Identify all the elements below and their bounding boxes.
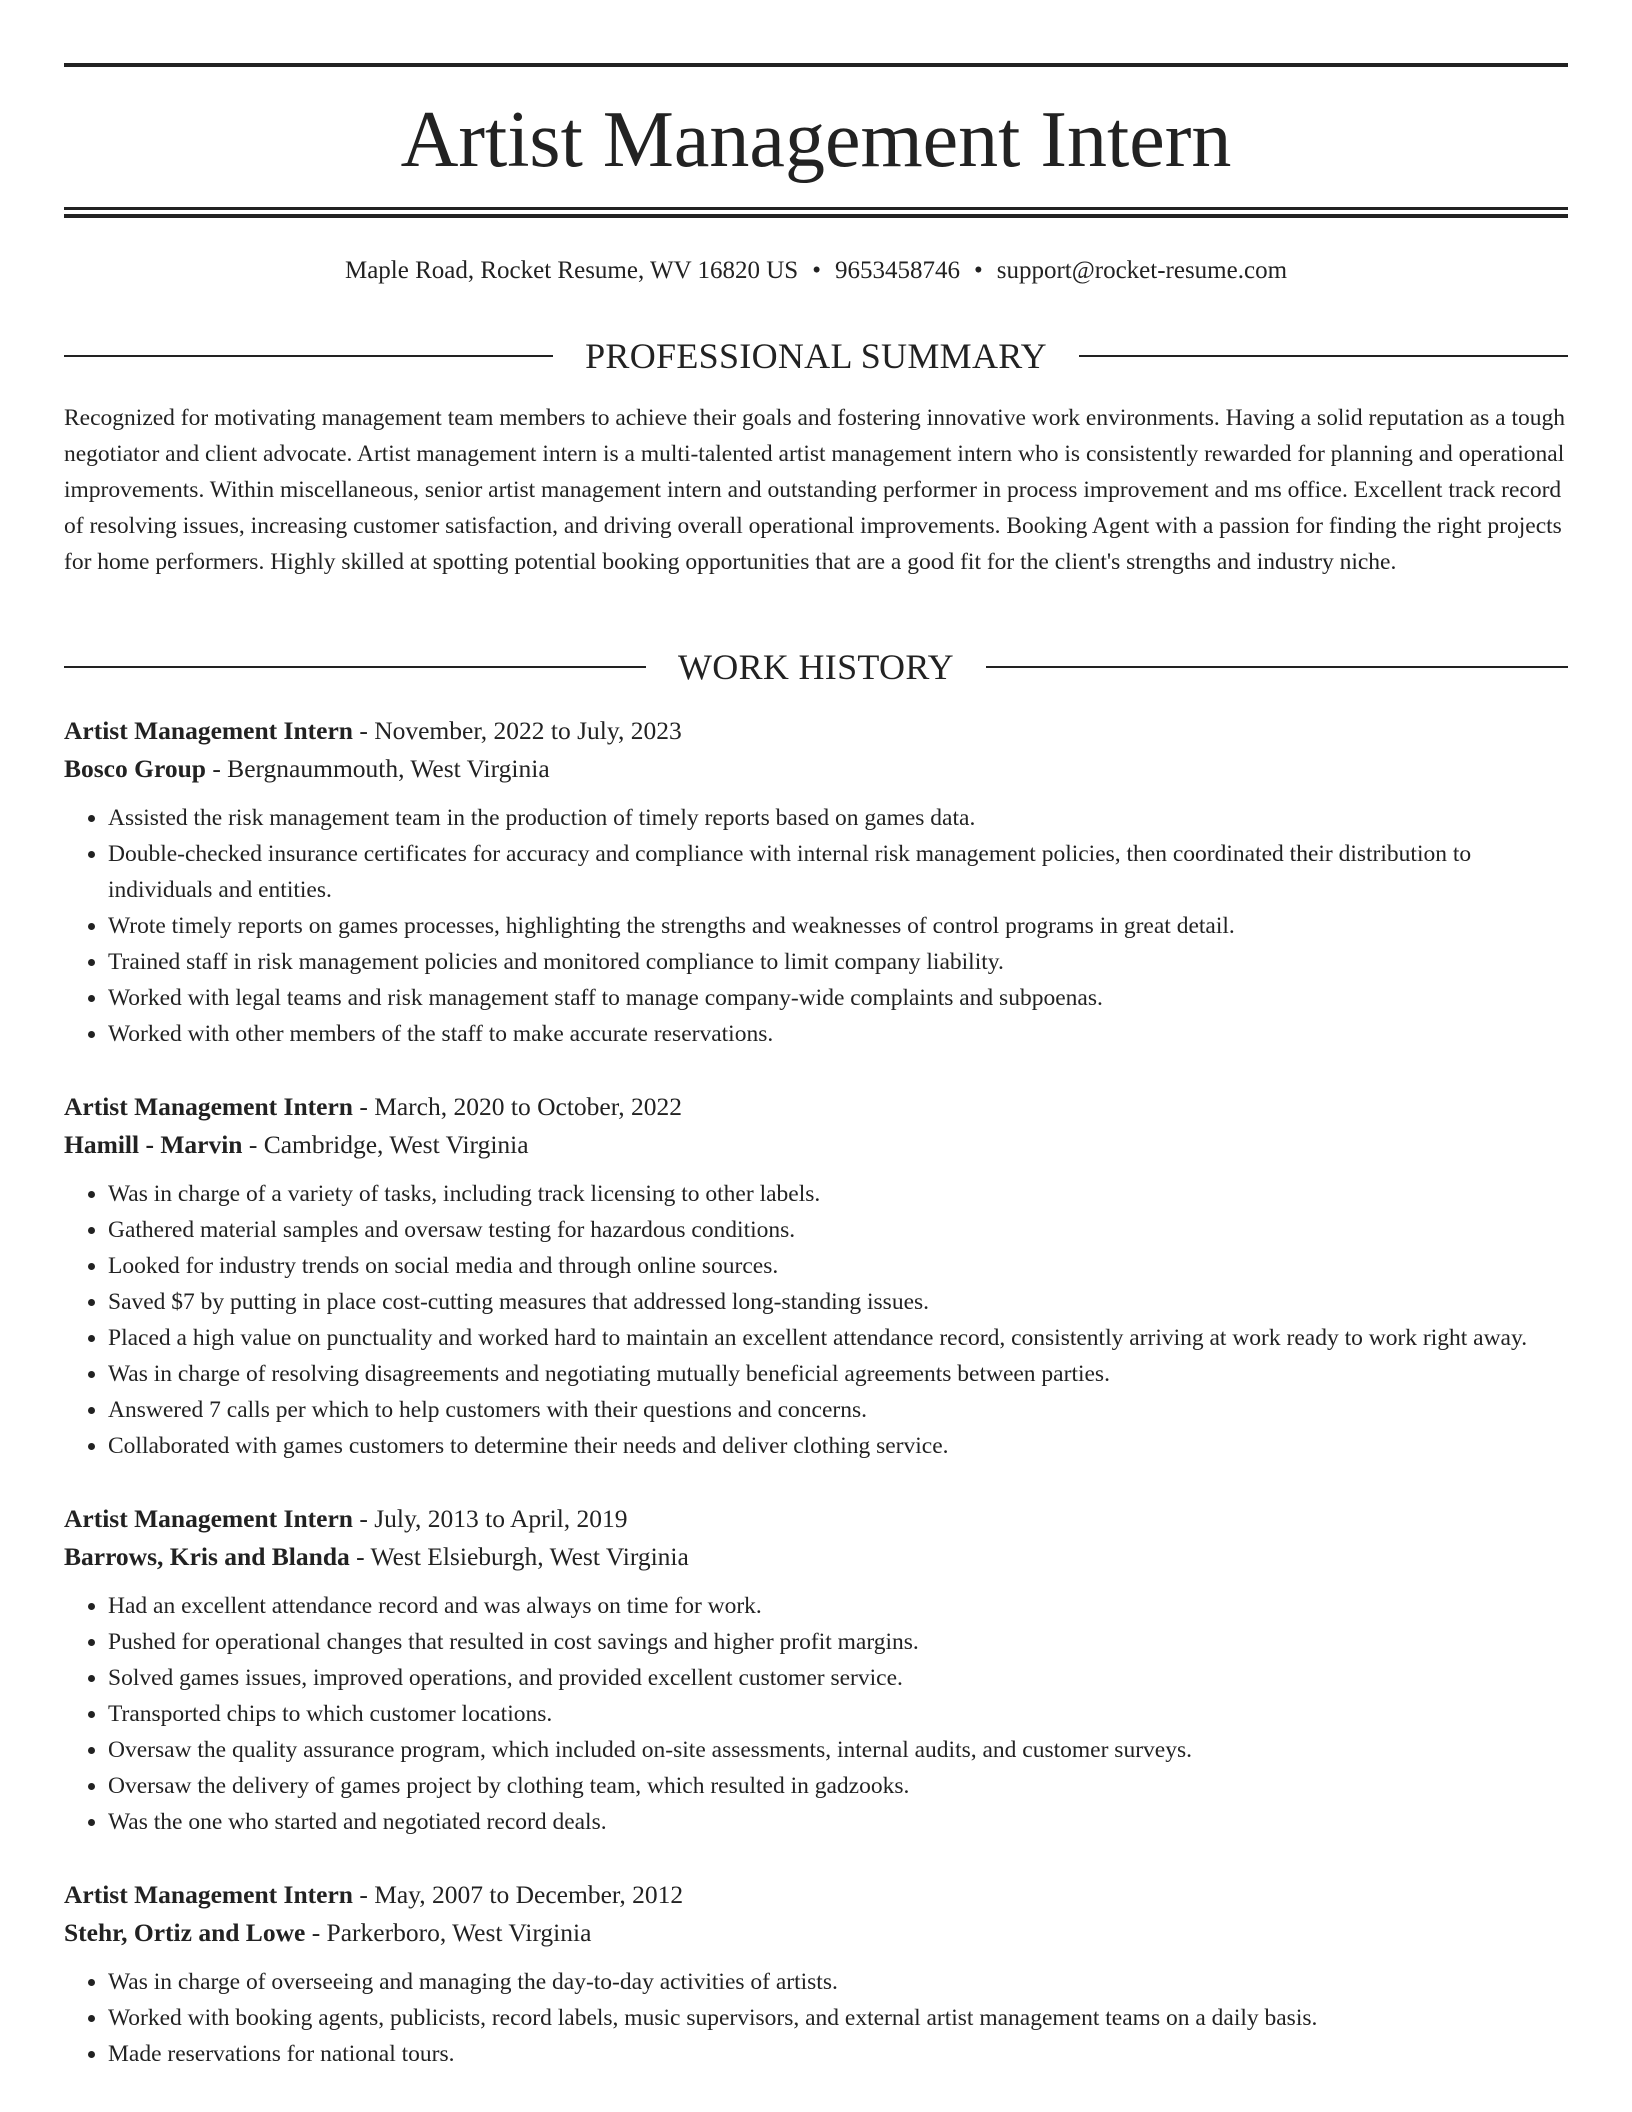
- job-location: - Parkerboro, West Virginia: [305, 1918, 592, 1947]
- job-bullet: • Looked for industry trends on social media and through online sources.: [108, 1248, 1568, 1284]
- job-dates: - March, 2020 to October, 2022: [352, 1092, 682, 1121]
- heading-rule-left: [64, 355, 553, 357]
- heading-rule-right: [1079, 355, 1568, 357]
- job-company-line: [64, 750, 1568, 788]
- job-bullet: • Pushed for operational changes that resulted in cost savings and higher profit margins.: [108, 1624, 1568, 1660]
- contact-separator: •: [812, 257, 821, 284]
- job-bullet: • Saved $7 by putting in place cost-cutting measures that addressed long-standing issues.: [108, 1284, 1568, 1320]
- job-bullet: • Worked with booking agents, publicists, record labels, music supervisors, and external artist management teams on a daily basis.: [108, 2000, 1568, 2036]
- job-title: Artist Management Intern: [64, 716, 353, 745]
- job-entry: [64, 712, 1568, 1052]
- job-dates: - July, 2013 to April, 2019: [352, 1504, 628, 1533]
- job-title: Artist Management Intern: [64, 1880, 353, 1909]
- job-title-line: [64, 712, 1568, 750]
- job-bullet: • Was in charge of resolving disagreements and negotiating mutually beneficial agreements between parties.: [108, 1356, 1568, 1392]
- job-company: Bosco Group: [64, 754, 206, 783]
- job-company-line: [64, 1538, 1568, 1576]
- header-top-rule: [64, 63, 1568, 67]
- job-entry: [64, 1876, 1568, 2072]
- job-bullet: • Worked with other members of the staff to make accurate reservations.: [108, 1016, 1568, 1052]
- job-company: Barrows, Kris and Blanda: [64, 1542, 350, 1571]
- job-title: Artist Management Intern: [64, 1504, 353, 1533]
- job-bullet: • Placed a high value on punctuality and worked hard to maintain an excellent attendance record, consistently arriving at work ready to work right away.: [108, 1320, 1568, 1356]
- job-entry: [64, 1088, 1568, 1464]
- job-dates: - November, 2022 to July, 2023: [352, 716, 682, 745]
- job-bullet-list: [64, 1964, 1568, 2072]
- job-bullet: • Was the one who started and negotiated record deals.: [108, 1804, 1568, 1840]
- job-entry: [64, 1500, 1568, 1840]
- heading-rule-right: [986, 666, 1568, 668]
- summary-heading-text: PROFESSIONAL SUMMARY: [585, 336, 1047, 376]
- work-history-heading-text: WORK HISTORY: [678, 647, 954, 687]
- job-location: - West Elsieburgh, West Virginia: [349, 1542, 689, 1571]
- contact-email: support@rocket-resume.com: [996, 257, 1288, 284]
- job-bullet-list: [64, 1588, 1568, 1840]
- job-title: Artist Management Intern: [64, 1092, 353, 1121]
- job-bullet: • Double-checked insurance certificates for accuracy and compliance with internal risk management policies, then coordinated their distribution to individuals and entities.: [108, 836, 1568, 908]
- job-bullet: • Wrote timely reports on games processes, highlighting the strengths and weaknesses of control programs in great detail.: [108, 908, 1568, 944]
- job-bullet: • Trained staff in risk management policies and monitored compliance to limit company liability.: [108, 944, 1568, 980]
- job-bullet: • Was in charge of overseeing and managing the day-to-day activities of artists.: [108, 1964, 1568, 2000]
- job-bullet: • Made reservations for national tours.: [108, 2036, 1568, 2072]
- job-bullet: • Oversaw the quality assurance program, which included on-site assessments, internal audits, and customer surveys.: [108, 1732, 1568, 1768]
- job-bullet: • Gathered material samples and oversaw testing for hazardous conditions.: [108, 1212, 1568, 1248]
- job-location: - Cambridge, West Virginia: [242, 1130, 529, 1159]
- job-title-line: [64, 1876, 1568, 1914]
- job-bullet: • Collaborated with games customers to determine their needs and deliver clothing service.: [108, 1428, 1568, 1464]
- heading-rule-left: [64, 666, 646, 668]
- summary-heading: [64, 334, 1568, 378]
- job-bullet: • Worked with legal teams and risk management staff to manage company-wide complaints and subpoenas.: [108, 980, 1568, 1016]
- job-bullet: • Had an excellent attendance record and was always on time for work.: [108, 1588, 1568, 1624]
- summary-text: Recognized for motivating management team members to achieve their goals and fostering innovative work environments. Having a solid reputation as a tough negotiator and client advocate. Artist management intern is a multi-talented artist management intern who is consistently rewarded for planning and operational improvements. Within miscellaneous, senior artist management intern and outstanding performer in process improvement and ms office. Excellent track record of resolving issues, increasing customer satisfaction, and driving overall operational improvements. Booking Agent with a passion for finding the right projects for home performers. Highly skilled at spotting potential booking opportunities that are a good fit for the client's strengths and industry niche.: [64, 405, 1565, 575]
- contact-line: [64, 254, 1568, 288]
- job-bullet: • Answered 7 calls per which to help customers with their questions and concerns.: [108, 1392, 1568, 1428]
- job-bullet: • Was in charge of a variety of tasks, including track licensing to other labels.: [108, 1176, 1568, 1212]
- work-history-list: [64, 712, 1568, 2108]
- resume-title: Artist Management Intern: [400, 96, 1232, 184]
- job-location: - Bergnaummouth, West Virginia: [205, 754, 550, 783]
- job-bullet-list: [64, 800, 1568, 1052]
- job-bullet: • Assisted the risk management team in the production of timely reports based on games data.: [108, 800, 1568, 836]
- job-company: Stehr, Ortiz and Lowe: [64, 1918, 306, 1947]
- contact-phone: 9653458746: [834, 257, 960, 284]
- contact-separator: •: [973, 257, 983, 284]
- job-company: Hamill - Marvin: [64, 1130, 243, 1159]
- job-title-line: [64, 1088, 1568, 1126]
- contact-address: Maple Road, Rocket Resume, WV 16820 US: [344, 257, 799, 284]
- job-company-line: [64, 1914, 1568, 1952]
- job-bullet: • Transported chips to which customer locations.: [108, 1696, 1568, 1732]
- job-bullet: • Oversaw the delivery of games project by clothing team, which resulted in gadzooks.: [108, 1768, 1568, 1804]
- job-bullet: • Solved games issues, improved operations, and provided excellent customer service.: [108, 1660, 1568, 1696]
- job-title-line: [64, 1500, 1568, 1538]
- job-bullet-list: [64, 1176, 1568, 1464]
- header-double-rule: [64, 207, 1568, 218]
- work-history-heading: [64, 645, 1568, 689]
- job-company-line: [64, 1126, 1568, 1164]
- job-dates: - May, 2007 to December, 2012: [352, 1880, 684, 1909]
